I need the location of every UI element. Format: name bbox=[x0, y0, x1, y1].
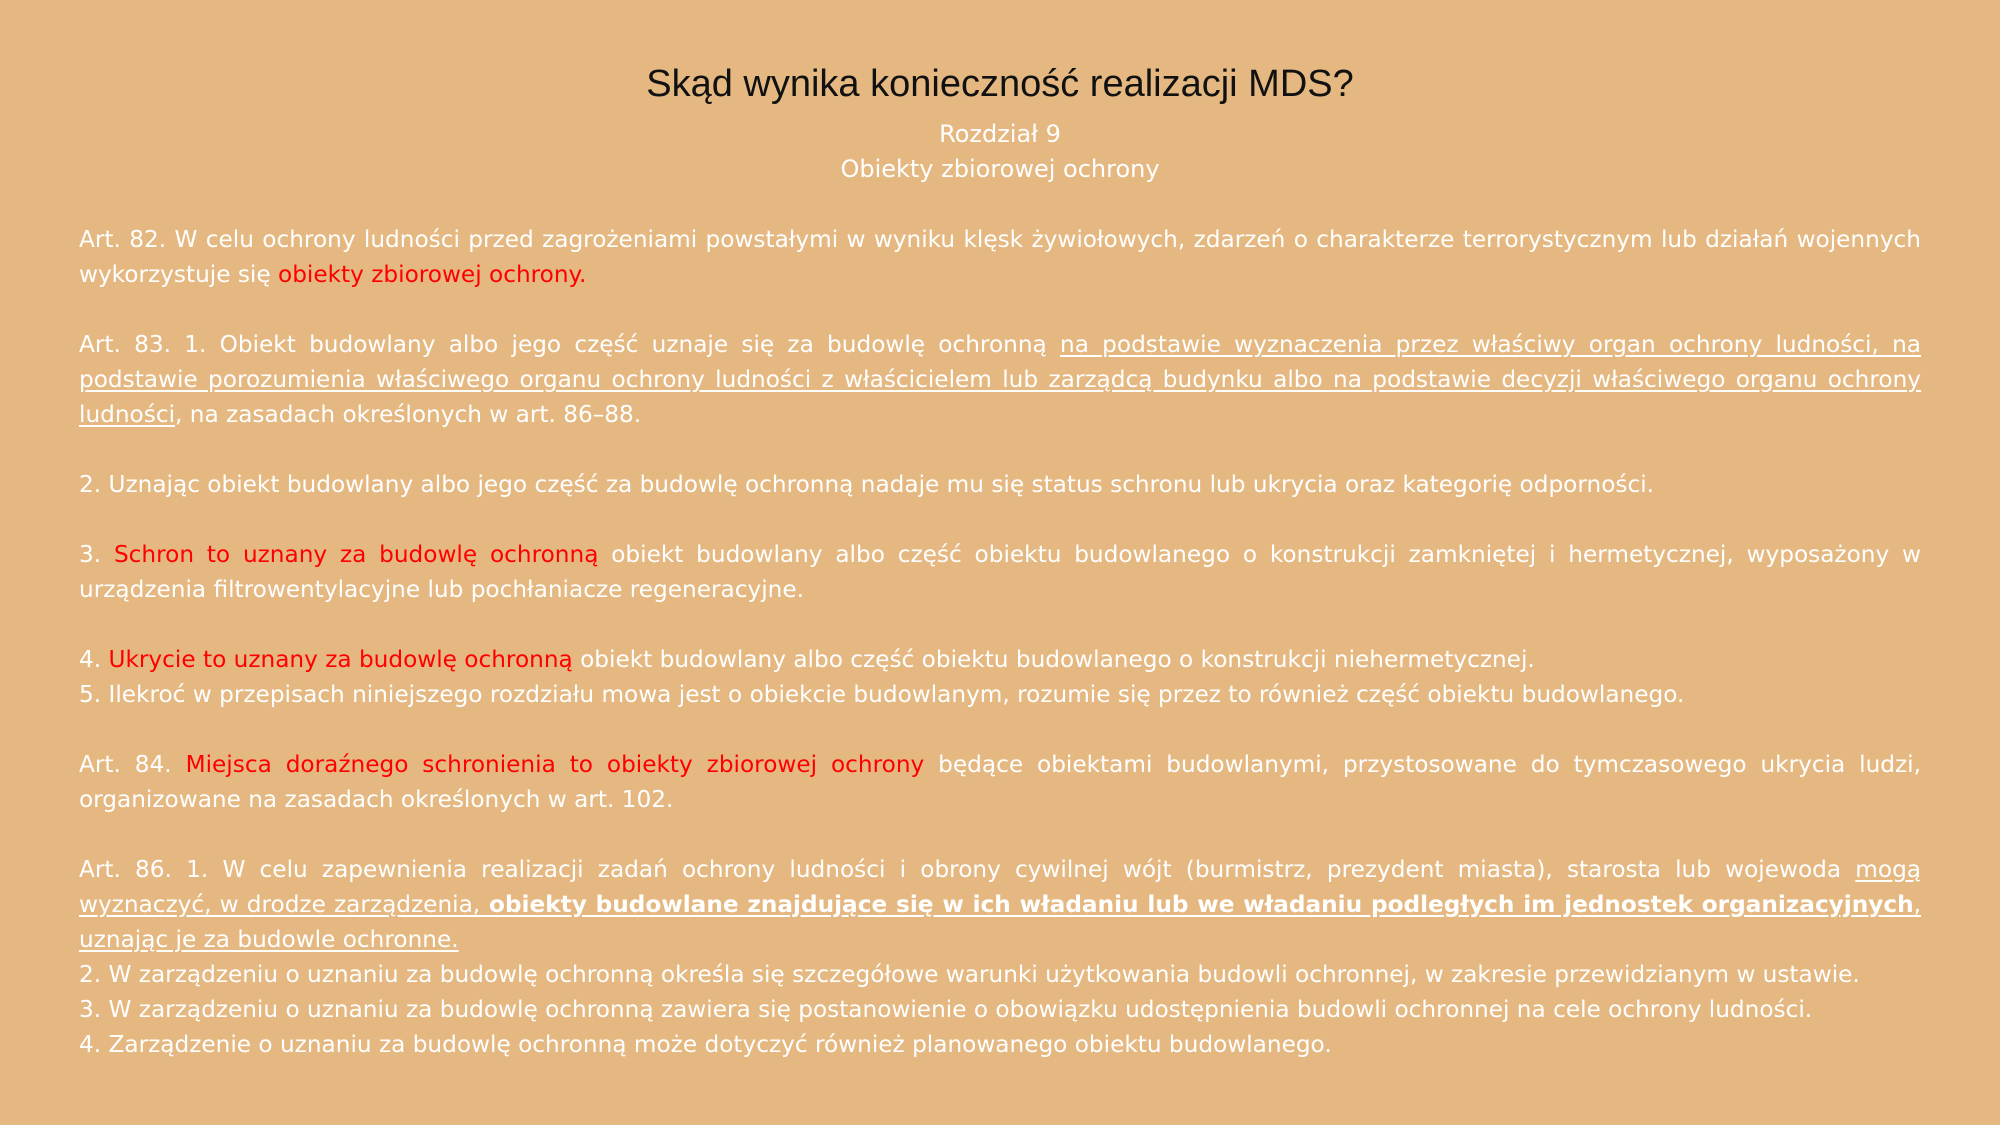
art-83-5-paragraph bbox=[79, 677, 1921, 712]
slide-title: Skąd wynika konieczność realizacji MDS? bbox=[646, 63, 1354, 105]
art-84-number: Art. 84. bbox=[79, 751, 186, 778]
slide-body bbox=[79, 222, 1921, 1062]
art-83-2-paragraph bbox=[79, 467, 1921, 502]
art-83-4-number: 4. bbox=[79, 646, 109, 673]
art-86-1-underlined-a: mogą wyznaczyć, w drodze zarządzenia, bbox=[79, 856, 1921, 918]
art-86-1-paragraph bbox=[79, 852, 1921, 957]
art-83-1-text: Art. 83. 1. Obiekt budowlany albo jego część uznaje się za budowlę ochronną bbox=[79, 331, 1061, 358]
art-83-3-paragraph bbox=[79, 537, 1921, 607]
art-86-2-paragraph bbox=[79, 957, 1921, 992]
art-86-2-text: 2. W zarządzeniu o uznaniu za budowlę ochronną określa się szczegółowe warunki użytkowania budowli ochronnej, w zakresie przewidzianym w ustawie. bbox=[79, 961, 1860, 988]
art-83-3-number: 3. bbox=[79, 541, 114, 568]
art-86-3-paragraph bbox=[79, 992, 1921, 1027]
art-86-4-paragraph bbox=[79, 1027, 1921, 1062]
art-83-1-end: , na zasadach określonych w art. 86–88. bbox=[175, 401, 642, 428]
art-84-paragraph bbox=[79, 747, 1921, 817]
art-83-4-paragraph bbox=[79, 642, 1921, 677]
art-86-3-text: 3. W zarządzeniu o uznaniu za budowlę ochronną zawiera się postanowienie o obowiązku udostępnienia budowli ochronnej na cele ochrony ludności. bbox=[79, 996, 1813, 1023]
art-83-3-text: obiekt budowlany albo część obiektu budowlanego o konstrukcji zamkniętej i hermetycznej, wyposażony w urządzenia filtrowentylacyjne lub pochłaniacze regeneracyjne. bbox=[79, 541, 1921, 603]
art-83-3-highlight: Schron to uznany za budowlę ochronną bbox=[113, 541, 599, 568]
art-86-1-underlined-b: , uznając je za budowle ochronne. bbox=[79, 891, 1921, 953]
art-83-1-underlined: na podstawie wyznaczenia przez właściwy organ ochrony ludności, na podstawie porozumienia właściwego organu ochrony ludności z właścicielem lub zarządcą budynku albo na podstawie decyzji właściwego organu ochrony ludności bbox=[79, 331, 1922, 428]
art-82-text: Art. 82. W celu ochrony ludności przed zagrożeniami powstałymi w wyniku klęsk żywiołowych, zdarzeń o charakterze terrorystycznym lub działań wojennych wykorzystuje się bbox=[79, 226, 1921, 288]
art-82-paragraph bbox=[79, 222, 1921, 292]
art-84-text: będące obiektami budowlanymi, przystosowane do tymczasowego ukrycia ludzi, organizowane na zasadach określonych w art. 102. bbox=[79, 751, 1921, 813]
art-83-1-paragraph bbox=[79, 327, 1921, 432]
art-82-highlight: obiekty zbiorowej ochrony. bbox=[278, 261, 587, 288]
art-83-2-text: 2. Uznając obiekt budowlany albo jego część za budowlę ochronną nadaje mu się status schronu lub ukrycia oraz kategorię odporności. bbox=[79, 471, 1655, 498]
art-86-4-text: 4. Zarządzenie o uznaniu za budowlę ochronną może dotyczyć również planowanego obiektu budowlanego. bbox=[79, 1031, 1332, 1058]
chapter-title: Obiekty zbiorowej ochrony bbox=[840, 155, 1160, 183]
art-83-4-highlight: Ukrycie to uznany za budowlę ochronną bbox=[108, 646, 573, 673]
art-86-1-bold: obiekty budowlane znajdujące się w ich władaniu lub we władaniu podległych im jednostek organizacyjnych bbox=[480, 891, 1914, 918]
art-83-4-text: obiekt budowlany albo część obiektu budowlanego o konstrukcji niehermetycznej. bbox=[572, 646, 1535, 673]
art-84-highlight: Miejsca doraźnego schronienia to obiekty zbiorowej ochrony bbox=[185, 751, 925, 778]
chapter-number: Rozdział 9 bbox=[939, 120, 1061, 148]
art-83-5-text: 5. Ilekroć w przepisach niniejszego rozdziału mowa jest o obiekcie budowlanym, rozumie się przez to również część obiektu budowlanego. bbox=[79, 681, 1685, 708]
art-86-1-text: Art. 86. 1. W celu zapewnienia realizacji zadań ochrony ludności i obrony cywilnej wójt (burmistrz, prezydent miasta), starosta lub wojewoda bbox=[79, 856, 1856, 883]
